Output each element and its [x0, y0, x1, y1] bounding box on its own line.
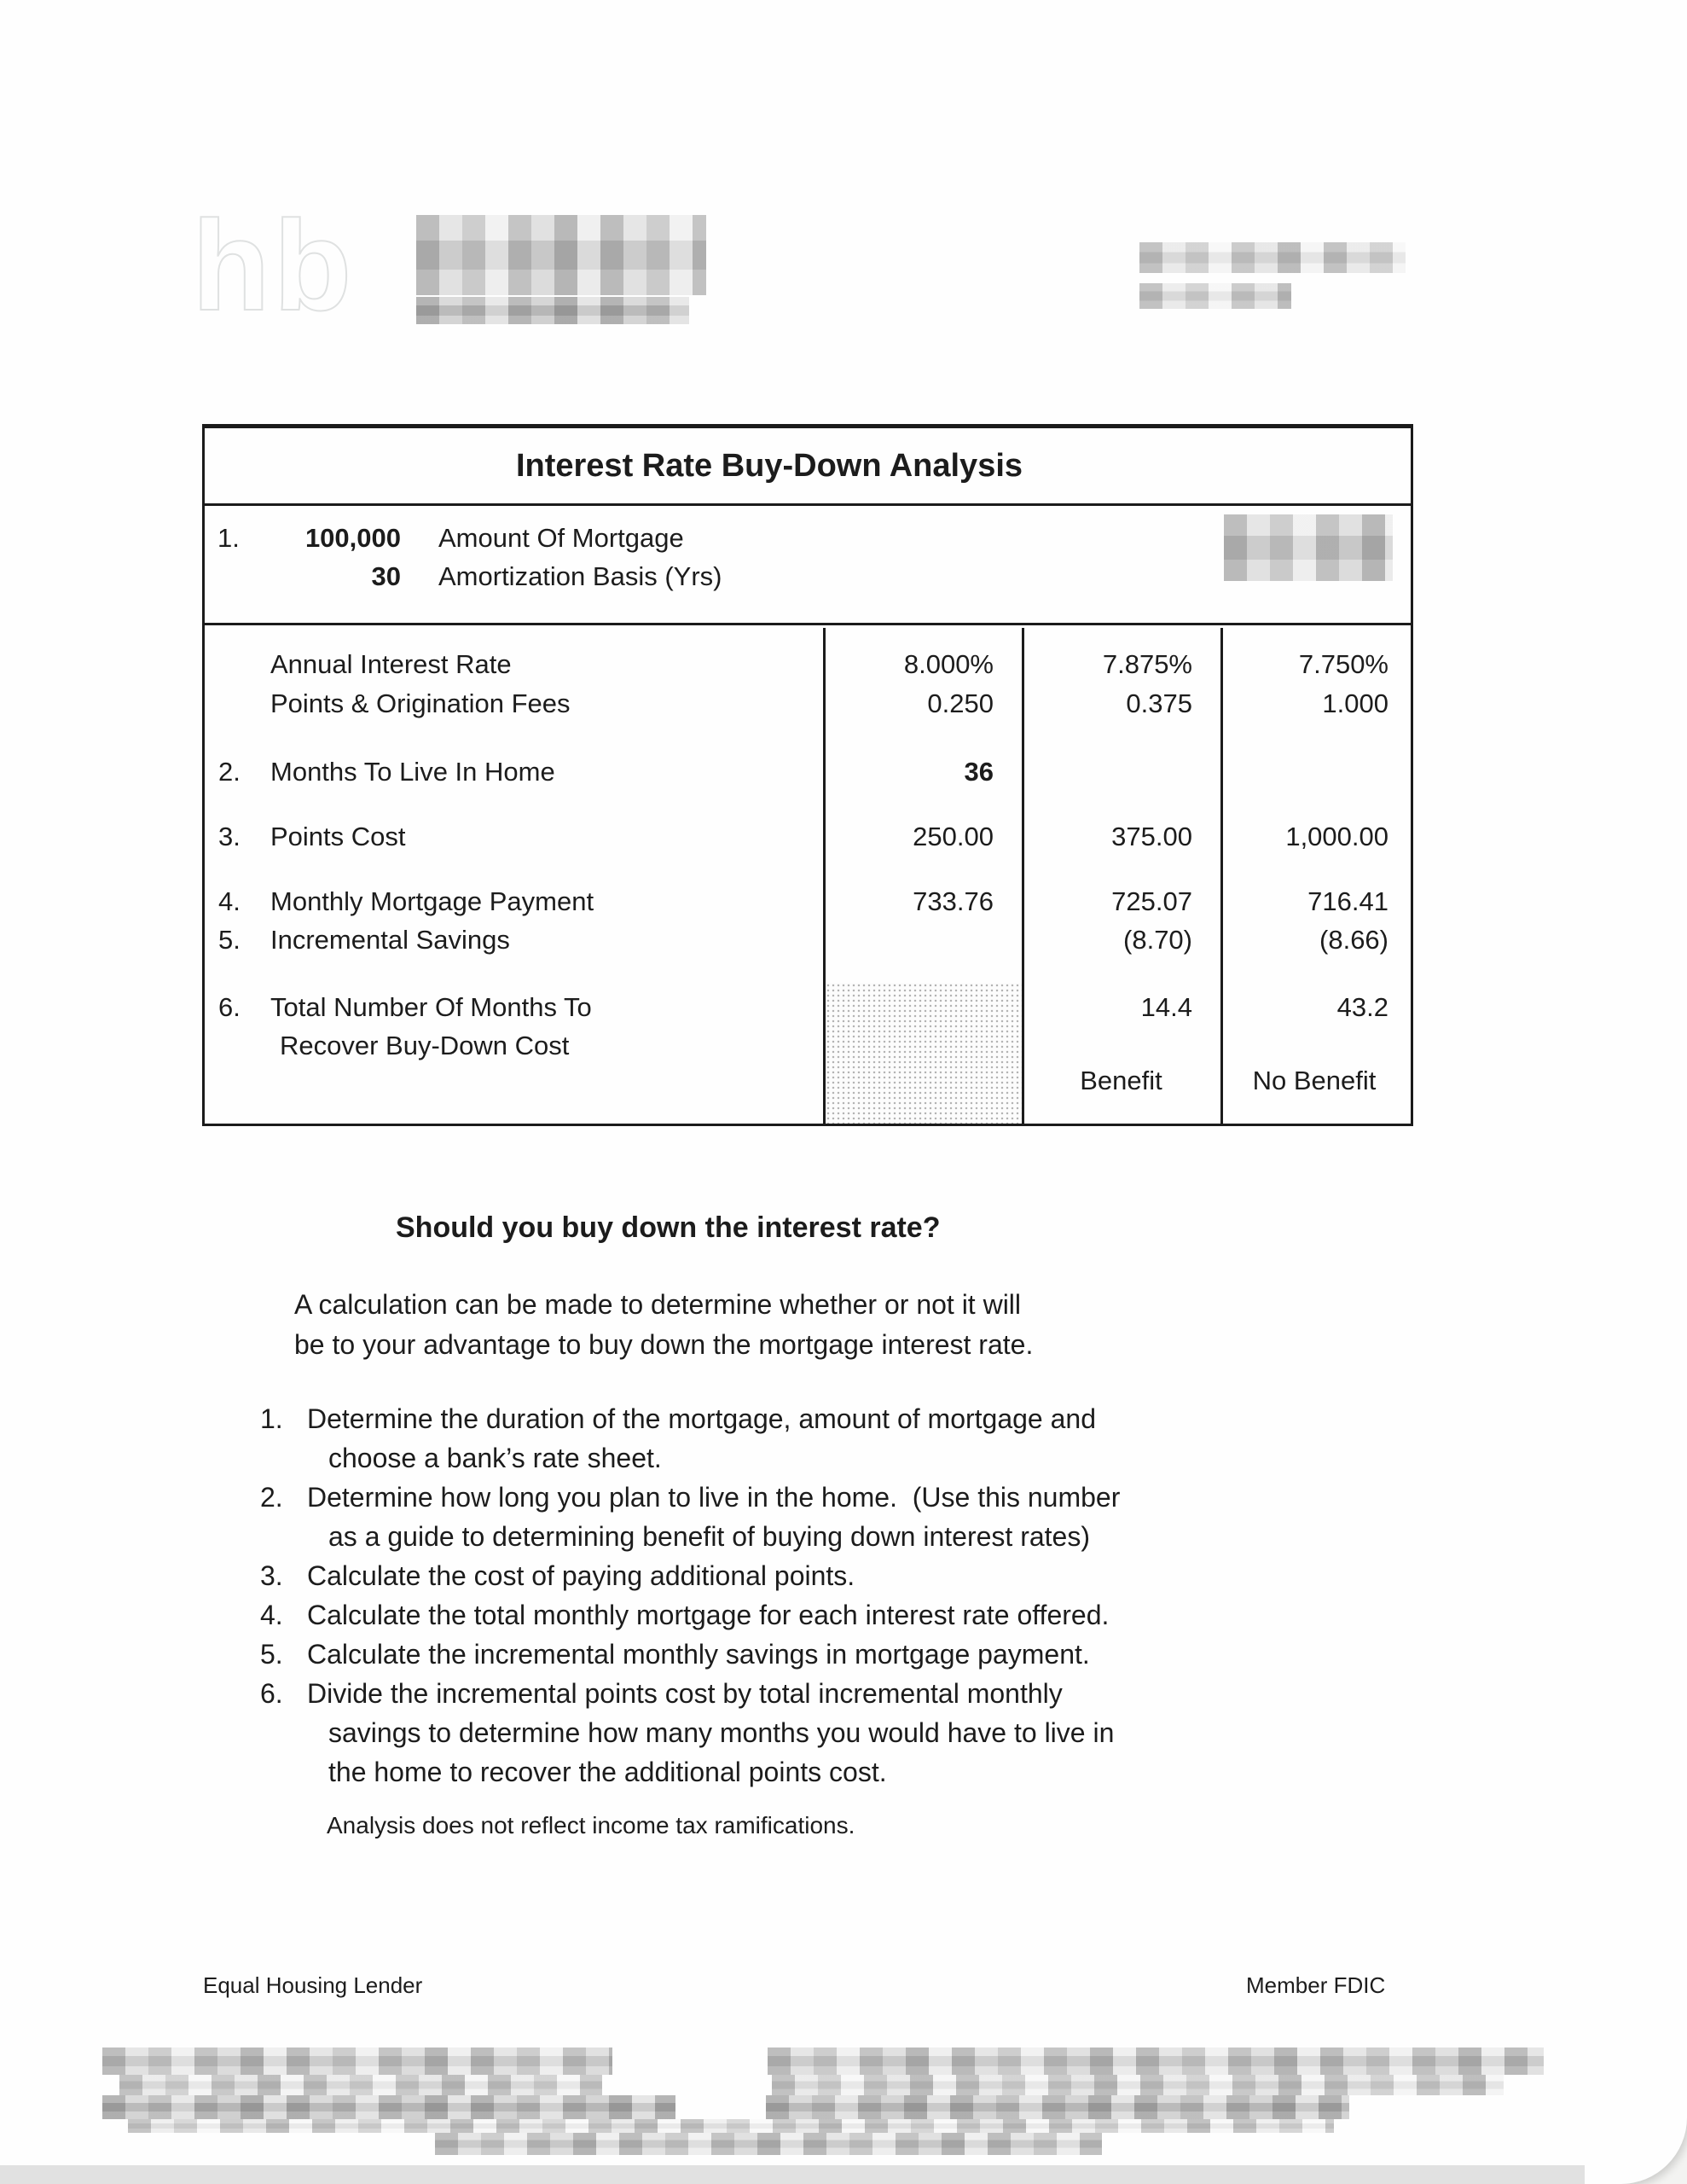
- step-text: the home to recover the additional points cost.: [328, 1757, 887, 1787]
- recover-col2: 14.4: [1140, 992, 1192, 1022]
- redacted-footer-block-2: [768, 2048, 1544, 2075]
- step-number: 3.: [260, 1560, 283, 1591]
- months-value: 36: [964, 757, 994, 787]
- cost-col2: 375.00: [1111, 822, 1192, 851]
- row-label: Months To Live In Home: [270, 757, 555, 787]
- mortgage-amount: 100,000: [304, 523, 401, 553]
- step-text: savings to determine how many months you would have to live in: [328, 1717, 1115, 1748]
- equal-housing-lender-label: Equal Housing Lender: [203, 1972, 423, 1998]
- row-label: Incremental Savings: [270, 925, 510, 955]
- item1-number: 1.: [217, 523, 240, 553]
- row-label: Points Cost: [270, 822, 406, 851]
- row-number: 2.: [218, 757, 241, 787]
- step-number: 5.: [260, 1639, 283, 1670]
- points-col2: 0.375: [1126, 688, 1192, 718]
- redacted-table-note: [1224, 514, 1393, 581]
- buydown-analysis-table: [202, 424, 1413, 1126]
- step-text: Calculate the incremental monthly savings in mortgage payment.: [307, 1639, 1090, 1670]
- step-number: 4.: [260, 1600, 283, 1630]
- savings-col2: (8.70): [1123, 925, 1192, 955]
- redacted-footer-block-8: [435, 2133, 1102, 2155]
- table-title: Interest Rate Buy-Down Analysis: [205, 428, 1411, 506]
- section-heading: Should you buy down the interest rate?: [396, 1211, 941, 1244]
- payment-col2: 725.07: [1111, 886, 1192, 916]
- list-item: [260, 1399, 1386, 1478]
- redacted-footer-block-1: [102, 2048, 612, 2075]
- row-number: 4.: [218, 886, 241, 916]
- rate-col2: 7.875%: [1102, 649, 1192, 679]
- redacted-sender-block-2: [416, 297, 689, 324]
- list-item: [260, 1478, 1386, 1556]
- redacted-footer-block-6: [766, 2095, 1349, 2119]
- redacted-footer-block-4: [772, 2075, 1504, 2095]
- step-text: Determine how long you plan to live in the home. (Use this number: [307, 1482, 1121, 1513]
- step-number: 6.: [260, 1678, 283, 1709]
- rate-col3: 7.750%: [1298, 649, 1388, 679]
- amortization-years: 30: [371, 561, 401, 591]
- points-col3: 1.000: [1322, 688, 1388, 718]
- row-label-line2: Recover Buy-Down Cost: [280, 1031, 570, 1060]
- steps-list: [260, 1399, 1386, 1792]
- step-text: as a guide to determining benefit of buying down interest rates): [328, 1521, 1090, 1552]
- row-label: Monthly Mortgage Payment: [270, 886, 594, 916]
- verdict-benefit: Benefit: [1080, 1066, 1162, 1095]
- redacted-sender-block: [416, 215, 706, 295]
- list-item: [260, 1556, 1386, 1595]
- list-item: [260, 1674, 1386, 1792]
- mortgage-amount-label: Amount Of Mortgage: [438, 523, 684, 553]
- step-text: Divide the incremental points cost by total incremental monthly: [307, 1678, 1063, 1709]
- list-item: [260, 1595, 1386, 1635]
- recover-col3: 43.2: [1336, 992, 1388, 1022]
- redacted-footer-block-3: [119, 2075, 602, 2095]
- row-label-line1: Total Number Of Months To: [270, 992, 592, 1022]
- verdict-no-benefit: No Benefit: [1252, 1066, 1377, 1095]
- intro-line-2: be to your advantage to buy down the mortgage interest rate.: [294, 1329, 1034, 1360]
- payment-col3: 716.41: [1307, 886, 1388, 916]
- row-label: Annual Interest Rate: [270, 649, 512, 679]
- row-number: 5.: [218, 925, 241, 955]
- payment-col1: 733.76: [913, 886, 994, 916]
- list-item: [260, 1635, 1386, 1674]
- step-text: choose a bank’s rate sheet.: [328, 1443, 662, 1473]
- row-number: 3.: [218, 822, 241, 851]
- rate-col1: 8.000%: [903, 649, 994, 679]
- table-grid: [205, 628, 1411, 1124]
- cost-col1: 250.00: [913, 822, 994, 851]
- savings-col3: (8.66): [1319, 925, 1388, 955]
- redacted-contact-block: [1139, 242, 1406, 273]
- cost-col3: 1,000.00: [1285, 822, 1388, 851]
- watermark-logo: hb: [192, 194, 356, 337]
- redacted-footer-block-7: [128, 2119, 1334, 2133]
- step-text: Calculate the cost of paying additional points.: [307, 1560, 855, 1591]
- step-number: 2.: [260, 1482, 283, 1513]
- step-number: 1.: [260, 1403, 283, 1434]
- row-number: 6.: [218, 992, 241, 1022]
- shaded-na-cell: [826, 983, 1022, 1124]
- intro-paragraph: [294, 1285, 1033, 1365]
- amortization-label: Amortization Basis (Yrs): [438, 561, 722, 591]
- member-fdic-label: Member FDIC: [1246, 1972, 1386, 1998]
- disclaimer-note: Analysis does not reflect income tax ramifications.: [327, 1812, 855, 1838]
- scan-edge-strip: [0, 2165, 1585, 2184]
- step-text: Calculate the total monthly mortgage for each interest rate offered.: [307, 1600, 1110, 1630]
- step-text: Determine the duration of the mortgage, amount of mortgage and: [307, 1403, 1096, 1434]
- points-col1: 0.250: [927, 688, 994, 718]
- redacted-contact-block-2: [1139, 283, 1291, 309]
- intro-line-1: A calculation can be made to determine whether or not it will: [294, 1289, 1022, 1320]
- redacted-footer-block-5: [102, 2095, 675, 2119]
- row-label: Points & Origination Fees: [270, 688, 571, 718]
